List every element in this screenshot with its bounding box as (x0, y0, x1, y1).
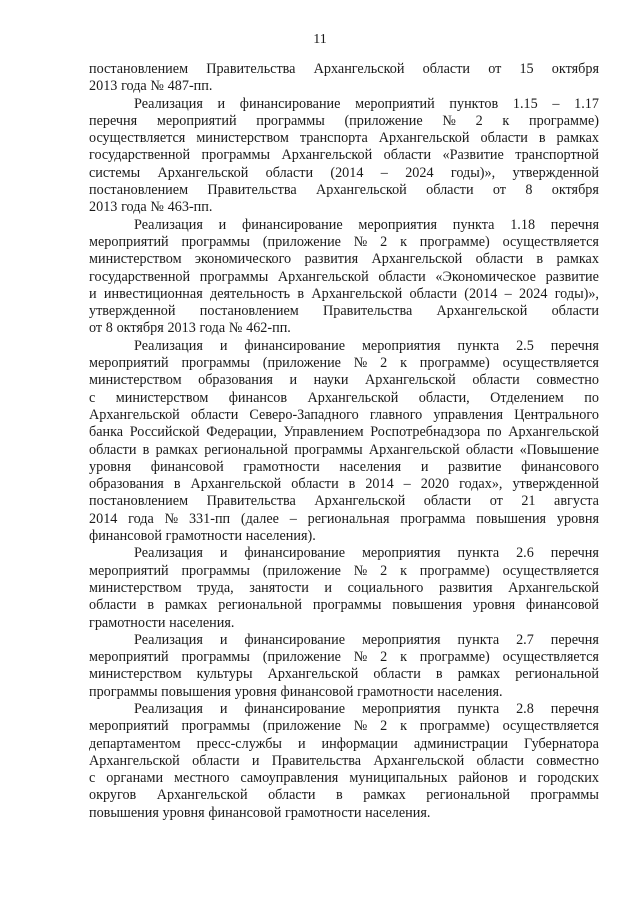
page-number: 11 (313, 32, 327, 47)
text-line: и инвестиционная деятельность в Архангельской области (2014 – 2024 годы)», (89, 285, 599, 302)
text-line: Реализация и финансирование мероприятия пункта 2.5 перечня (134, 337, 599, 354)
text-line: 2013 года № 463-пп. (89, 199, 213, 216)
text-line: уровня финансовой грамотности населения и развитие финансового (89, 458, 599, 475)
text-line: системы Архангельской области (2014 – 2024 годы)», утвержденной (89, 164, 599, 181)
text-line: департаментом пресс-службы и информации администрации Губернатора (89, 735, 599, 752)
text-line: с органами местного самоуправления муниципальных районов и городских (89, 770, 599, 787)
text-line: 2013 года № 487-пп. (89, 78, 213, 95)
paragraph (89, 217, 599, 338)
text-line: Реализация и финансирование мероприятия пункта 1.18 перечня (134, 216, 599, 233)
text-line: государственной программы Архангельской области «Экономическое развитие (89, 268, 599, 285)
text-line: от 8 октября 2013 года № 462-пп. (89, 320, 291, 337)
text-line: мероприятий программы (приложение № 2 к программе) осуществляется (89, 718, 599, 735)
text-line: области в рамках региональной программы повышения уровня финансовой (89, 597, 599, 614)
text-line: образования в Архангельской области в 2014 – 2020 годах», утвержденной (89, 476, 599, 493)
document-body (89, 61, 599, 822)
text-line: Реализация и финансирование мероприятия пункта 2.6 перечня (134, 545, 599, 562)
text-line: с министерством финансов Архангельской области, Отделением по (89, 389, 599, 406)
text-line: осуществляется министерством транспорта Архангельской области в рамках (89, 130, 599, 147)
text-line: грамотности населения. (89, 614, 235, 631)
text-line: округов Архангельской области в рамках региональной программы (89, 787, 599, 804)
text-line: Архангельской области и Правительства Архангельской области совместно (89, 752, 599, 769)
text-line: мероприятий программы (приложение № 2 к программе) осуществляется (89, 649, 599, 666)
text-line: Архангельской области Северо-Западного главного управления Центрального (89, 406, 599, 423)
text-line: программы повышения уровня финансовой грамотности населения. (89, 683, 503, 700)
paragraph (89, 701, 599, 822)
text-line: мероприятий программы (приложение № 2 к программе) осуществляется (89, 562, 599, 579)
text-line: Реализация и финансирование мероприятий пунктов 1.15 – 1.17 (134, 95, 599, 112)
text-line: министерством культуры Архангельской области в рамках региональной (89, 666, 599, 683)
text-line: постановлением Правительства Архангельской области от 15 октября (89, 61, 599, 77)
text-line: министерством экономического развития Архангельской области в рамках (89, 251, 599, 268)
text-line: повышения уровня финансовой грамотности населения. (89, 804, 431, 821)
text-line: утвержденной постановлением Правительства Архангельской области (89, 303, 599, 320)
paragraph (89, 338, 599, 546)
text-line: постановлением Правительства Архангельской области от 8 октября (89, 182, 599, 199)
text-line: постановлением Правительства Архангельской области от 21 августа (89, 493, 599, 510)
text-line: мероприятий программы (приложение № 2 к программе) осуществляется (89, 355, 599, 372)
text-line: области в рамках региональной программы Архангельской области «Повышение (89, 441, 599, 458)
paragraph (89, 96, 599, 217)
text-line: государственной программы Архангельской области «Развитие транспортной (89, 147, 599, 164)
paragraph (89, 632, 599, 701)
text-line: Реализация и финансирование мероприятия пункта 2.7 перечня (134, 631, 599, 648)
text-line: перечня мероприятий программы (приложение № 2 к программе) (89, 112, 599, 129)
text-line: министерством труда, занятости и социального развития Архангельской (89, 579, 599, 596)
paragraph (89, 61, 599, 96)
text-line: министерством образования и науки Архангельской области совместно (89, 372, 599, 389)
text-line: 2014 года № 331-пп (далее – региональная программа повышения уровня (89, 510, 599, 527)
paragraph (89, 545, 599, 631)
text-line: мероприятий программы (приложение № 2 к программе) осуществляется (89, 233, 599, 250)
text-line: финансовой грамотности населения). (89, 528, 316, 545)
text-line: Реализация и финансирование мероприятия пункта 2.8 перечня (134, 700, 599, 717)
text-line: банка Российской Федерации, Управлением Роспотребнадзора по Архангельской (89, 424, 599, 441)
